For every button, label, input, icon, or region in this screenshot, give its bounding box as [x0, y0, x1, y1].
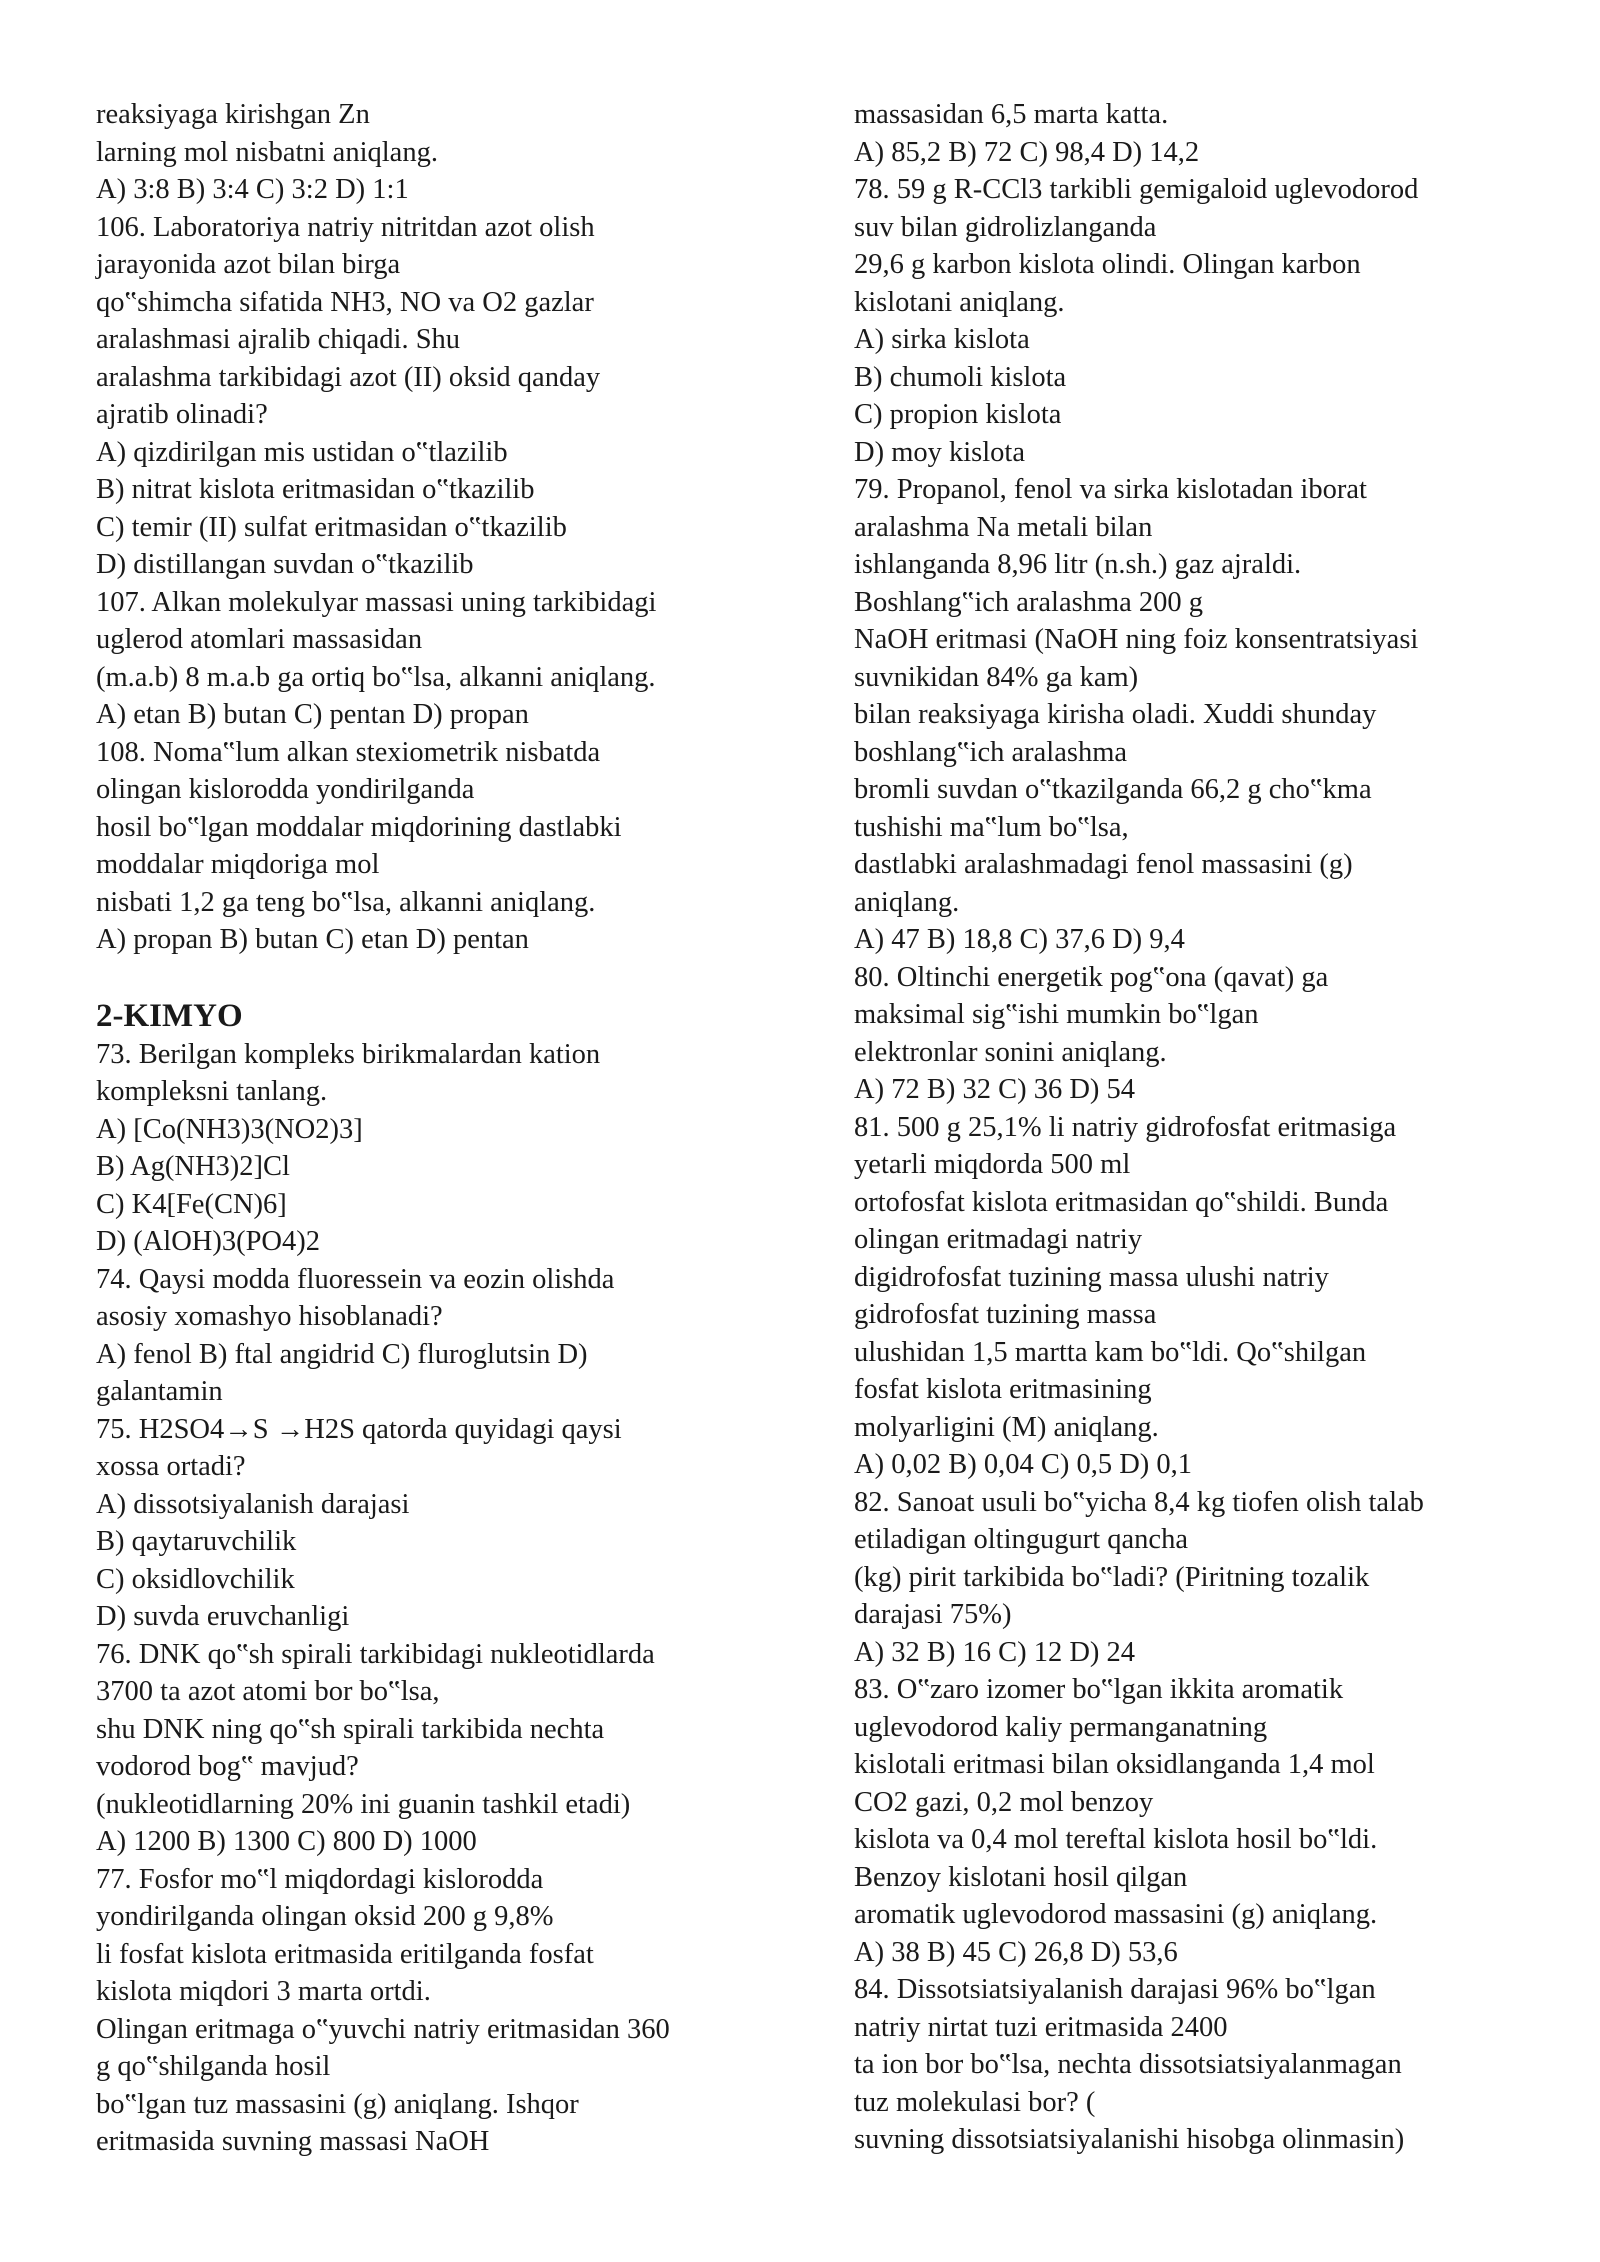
text-line: uglerod atomlari massasidan	[96, 624, 423, 655]
text-line: kislota va 0,4 mol tereftal kislota hosil bo‟ldi.	[854, 1824, 1378, 1855]
text-line: suv bilan gidrolizlanganda	[854, 211, 1157, 243]
text-line: 79. Propanol, fenol va sirka kislotadan iborat	[854, 474, 1367, 505]
text-line: A) 47 B) 18,8 C) 37,6 D) 9,4	[854, 924, 1185, 955]
text-line: aniqlang.	[854, 886, 960, 918]
text-line: 106. Laboratoriya natriy nitritdan azot olish	[96, 211, 595, 243]
text-line: A) [Co(NH3)3(NO2)3]	[96, 1113, 363, 1145]
text-line: 75. H2SO4→S →H2S qatorda quyidagi qaysi	[96, 1413, 622, 1445]
text-line: kislota miqdori 3 marta ortdi.	[96, 1976, 431, 2007]
text-line: ajratib olinadi?	[96, 399, 268, 430]
text-line: jarayonida azot bilan birga	[96, 249, 401, 280]
text-line: qo‟shimcha sifatida NH3, NO va O2 gazlar	[96, 286, 594, 318]
text-line: molyarligini (M) aniqlang.	[854, 1411, 1159, 1443]
text-line: A) dissotsiyalanish darajasi	[96, 1488, 410, 1520]
text-line: g qo‟shilganda hosil	[96, 2051, 331, 2082]
text-line: kislotani aniqlang.	[854, 286, 1065, 318]
text-line: C) oksidlovchilik	[96, 1563, 295, 1595]
text-line: 108. Noma‟lum alkan stexiometrik nisbatda	[96, 736, 601, 768]
text-line: CO2 gazi, 0,2 mol benzoy	[854, 1786, 1154, 1818]
text-line: 74. Qaysi modda fluoressein va eozin olishda	[96, 1263, 615, 1295]
text-line: 107. Alkan molekulyar massasi uning tarkibidagi	[96, 586, 657, 618]
text-line: etiladigan oltingugurt qancha	[854, 1524, 1188, 1555]
text-line: massasidan 6,5 marta katta.	[854, 99, 1169, 130]
left-top-block	[96, 96, 776, 959]
text-line: nisbati 1,2 ga teng bo‟lsa, alkanni aniqlang.	[96, 886, 596, 918]
text-line: tuz molekulasi bor? (	[854, 2086, 1096, 2118]
text-line: uglevodorod kaliy permanganatning	[854, 1711, 1268, 1743]
text-line: D) distillangan suvdan o‟tkazilib	[96, 549, 474, 580]
text-line: 84. Dissotsiatsiyalanish darajasi 96% bo‟lgan	[854, 1974, 1376, 2005]
text-line: D) suvda eruvchanligi	[96, 1601, 350, 1632]
text-line: 76. DNK qo‟sh spirali tarkibidagi nukleotidlarda	[96, 1638, 655, 1670]
text-line: yetarli miqdorda 500 ml	[854, 1149, 1131, 1180]
text-line: Boshlang‟ich aralashma 200 g	[854, 586, 1204, 618]
text-line: ta ion bor bo‟lsa, nechta dissotsiatsiyalanmagan	[854, 2049, 1402, 2080]
left-column	[96, 96, 776, 2161]
text-line: A) propan B) butan C) etan D) pentan	[96, 924, 529, 955]
text-line: suvning dissotsiatsiyalanishi hisobga olinmasin)	[854, 2124, 1405, 2155]
text-line: ortofosfat kislota eritmasidan qo‟shildi. Bunda	[854, 1186, 1389, 1218]
text-line: A) sirka kislota	[854, 324, 1030, 355]
text-line: larning mol nisbatni aniqlang.	[96, 136, 438, 168]
text-line: kislotali eritmasi bilan oksidlanganda 1,4 mol	[854, 1749, 1375, 1780]
text-line: (nukleotidlarning 20% ini guanin tashkil etadi)	[96, 1788, 631, 1820]
text-line: darajasi 75%)	[854, 1599, 1012, 1630]
text-line: 77. Fosfor mo‟l miqdordagi kislorodda	[96, 1863, 544, 1895]
text-line: C) temir (II) sulfat eritmasidan o‟tkazilib	[96, 511, 567, 543]
text-line: maksimal sig‟ishi mumkin bo‟lgan	[854, 999, 1259, 1030]
right-column	[854, 96, 1554, 2159]
text-line: olingan eritmadagi natriy	[854, 1224, 1143, 1255]
text-line: natriy nirtat tuzi eritmasida 2400	[854, 2011, 1228, 2043]
text-line: B) nitrat kislota eritmasidan o‟tkazilib	[96, 474, 535, 505]
text-line: A) 72 B) 32 C) 36 D) 54	[854, 1074, 1136, 1105]
text-line: boshlang‟ich aralashma	[854, 736, 1128, 768]
text-line: 82. Sanoat usuli bo‟yicha 8,4 kg tiofen olish talab	[854, 1486, 1424, 1518]
text-line: B) chumoli kislota	[854, 361, 1067, 393]
text-line: xossa ortadi?	[96, 1451, 246, 1482]
text-line: D) moy kislota	[854, 436, 1025, 468]
text-line: NaOH eritmasi (NaOH ning foiz konsentratsiyasi	[854, 624, 1419, 655]
text-line: gidrofosfat tuzining massa	[854, 1299, 1157, 1330]
text-line: aralashmasi ajralib chiqadi. Shu	[96, 324, 461, 355]
text-line: moddalar miqdoriga mol	[96, 849, 380, 880]
text-line: ulushidan 1,5 martta kam bo‟ldi. Qo‟shilgan	[854, 1336, 1367, 1368]
text-line: galantamin	[96, 1376, 223, 1407]
text-line: kompleksni tanlang.	[96, 1076, 328, 1107]
text-line: tushishi ma‟lum bo‟lsa,	[854, 811, 1129, 843]
text-line: 3700 ta azot atomi bor bo‟lsa,	[96, 1676, 440, 1707]
text-line: aralashma tarkibidagi azot (II) oksid qanday	[96, 361, 601, 393]
text-line: aromatik uglevodorod massasini (g) aniqlang.	[854, 1899, 1378, 1930]
text-line: Olingan eritmaga o‟yuvchi natriy eritmasidan 360	[96, 2013, 670, 2045]
text-line: eritmasida suvning massasi NaOH	[96, 2126, 490, 2157]
text-line: C) propion kislota	[854, 399, 1062, 430]
text-line: shu DNK ning qo‟sh spirali tarkibida nechta	[96, 1713, 605, 1745]
text-line: fosfat kislota eritmasining	[854, 1374, 1152, 1405]
text-line: (m.a.b) 8 m.a.b ga ortiq bo‟lsa, alkanni aniqlang.	[96, 661, 656, 693]
text-line: 83. O‟zaro izomer bo‟lgan ikkita aromatik	[854, 1674, 1344, 1705]
text-line: A) etan B) butan C) pentan D) propan	[96, 699, 529, 730]
text-line: 29,6 g karbon kislota olindi. Olingan karbon	[854, 249, 1361, 280]
text-line: hosil bo‟lgan moddalar miqdorining dastlabki	[96, 811, 622, 843]
text-line: Benzoy kislotani hosil qilgan	[854, 1861, 1188, 1893]
right-block	[854, 96, 1554, 2159]
text-line: yondirilganda olingan oksid 200 g 9,8%	[96, 1901, 554, 1932]
text-line: A) 1200 B) 1300 C) 800 D) 1000	[96, 1826, 477, 1857]
text-line: D) (AlOH)3(PO4)2	[96, 1226, 321, 1257]
text-line: (kg) pirit tarkibida bo‟ladi? (Piritning tozalik	[854, 1561, 1370, 1593]
text-line: 80. Oltinchi energetik pog‟ona (qavat) ga	[854, 961, 1329, 993]
left-bottom-block	[96, 1036, 776, 2161]
text-line: A) qizdirilgan mis ustidan o‟tlazilib	[96, 436, 508, 468]
text-line: 78. 59 g R-CCl3 tarkibli gemigaloid uglevodorod	[854, 174, 1419, 205]
text-line: dastlabki aralashmadagi fenol massasini (g)	[854, 849, 1353, 880]
text-line: C) K4[Fe(CN)6]	[96, 1188, 287, 1220]
text-line: 81. 500 g 25,1% li natriy gidrofosfat eritmasiga	[854, 1111, 1397, 1143]
text-line: A) 85,2 B) 72 C) 98,4 D) 14,2	[854, 136, 1200, 168]
text-line: aralashma Na metali bilan	[854, 511, 1153, 543]
text-line: bromli suvdan o‟tkazilganda 66,2 g cho‟kma	[854, 774, 1372, 805]
text-line: reaksiyaga kirishgan Zn	[96, 99, 370, 130]
text-line: elektronlar sonini aniqlang.	[854, 1036, 1167, 1068]
text-line: li fosfat kislota eritmasida eritilganda fosfat	[96, 1938, 594, 1970]
text-line: bilan reaksiyaga kirisha oladi. Xuddi shunday	[854, 699, 1377, 730]
text-line: B) qaytaruvchilik	[96, 1526, 297, 1557]
text-line: suvnikidan 84% ga kam)	[854, 661, 1139, 693]
text-line: vodorod bog‟ mavjud?	[96, 1751, 359, 1782]
text-line: 73. Berilgan kompleks birikmalardan kation	[96, 1038, 601, 1070]
text-line: bo‟lgan tuz massasini (g) aniqlang. Ishqor	[96, 2088, 579, 2120]
text-line: A) 38 B) 45 C) 26,8 D) 53,6	[854, 1936, 1178, 1968]
text-line: olingan kislorodda yondirilganda	[96, 774, 475, 805]
text-line: A) 0,02 B) 0,04 C) 0,5 D) 0,1	[854, 1449, 1193, 1480]
text-line: A) 3:8 B) 3:4 C) 3:2 D) 1:1	[96, 174, 409, 205]
text-line: A) fenol B) ftal angidrid C) fluroglutsin D)	[96, 1338, 588, 1370]
section-heading: 2-KIMYO	[96, 997, 243, 1034]
text-line: asosiy xomashyo hisoblanadi?	[96, 1301, 443, 1332]
text-line: B) Ag(NH3)2]Cl	[96, 1151, 290, 1182]
text-line: ishlanganda 8,96 litr (n.sh.) gaz ajraldi.	[854, 549, 1302, 580]
text-line: digidrofosfat tuzining massa ulushi natriy	[854, 1261, 1329, 1293]
text-line: A) 32 B) 16 C) 12 D) 24	[854, 1636, 1136, 1668]
